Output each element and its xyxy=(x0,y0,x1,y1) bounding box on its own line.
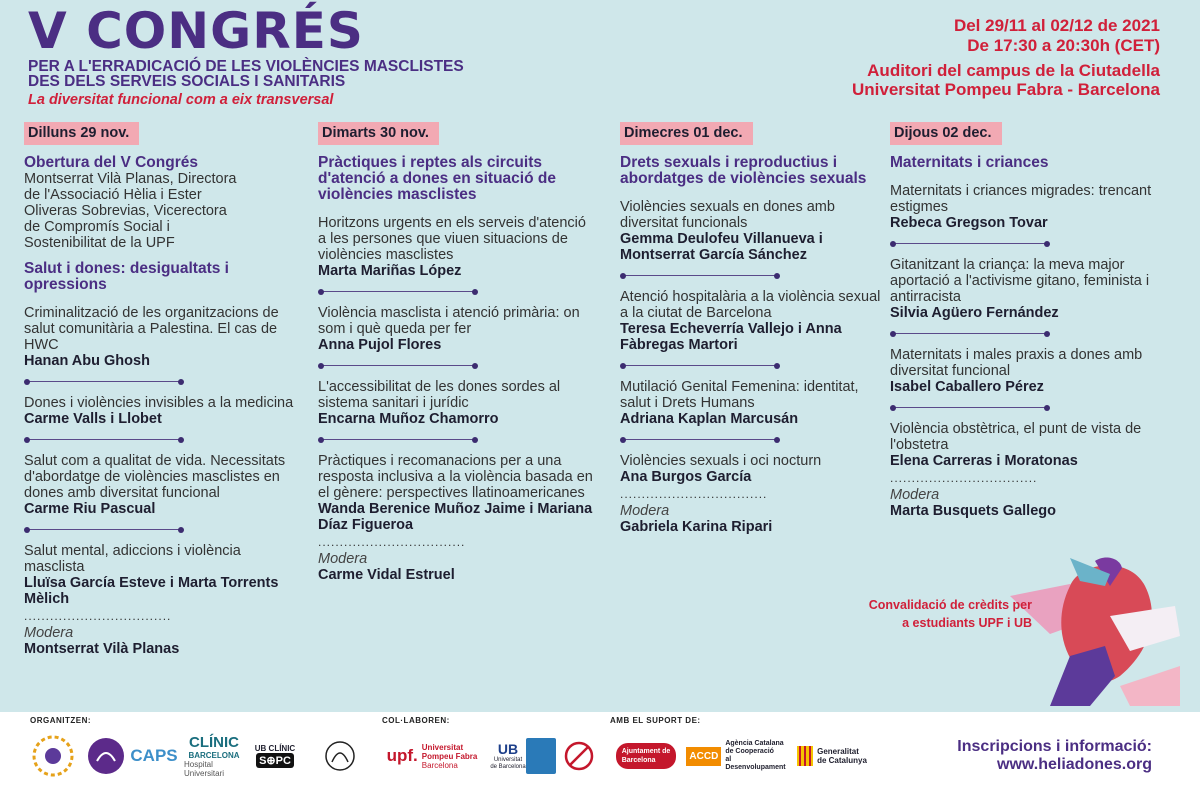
divider-dot xyxy=(178,527,184,533)
talk-title: L'accessibilitat de les dones sordes al sistema sanitari i jurídic xyxy=(318,379,561,411)
divider-dot xyxy=(1044,241,1050,247)
divider-dot xyxy=(620,437,626,443)
talk-title: Pràctiques i recomanacions per a una resposta inclusiva a la violència basada en el gènere: perspectives llatinoamericanes xyxy=(318,453,593,501)
helia-logo xyxy=(28,734,78,778)
divider-dot xyxy=(774,273,780,279)
talk-speakers: Rebeca Gregson Tovar xyxy=(890,215,1048,231)
divider-dot xyxy=(318,363,324,369)
hand-light-pink xyxy=(1120,666,1180,706)
dove-logo xyxy=(524,734,558,778)
talk-speakers: Marta Mariñas López xyxy=(318,263,462,279)
session-title: Drets sexuals i reproductius i abordatges de violències sexuals xyxy=(620,154,867,187)
event-venue: Auditori del campus de la Ciutadella xyxy=(867,61,1160,80)
ub-logo: UB Universitat de Barcelona xyxy=(490,741,526,770)
moderator-divider: .................................. xyxy=(24,609,172,623)
talk-item xyxy=(24,543,294,607)
divider-dot xyxy=(318,289,324,295)
congress-subtitle-line1: PER A L'ERRADICACIÓ DE LES VIOLÈNCIES MASCLISTES xyxy=(28,58,464,75)
day-label: Dimarts 30 nov. xyxy=(318,122,439,145)
congress-tagline: La diversitat funcional com a eix transversal xyxy=(28,92,334,108)
talk-speakers: Anna Pujol Flores xyxy=(318,337,442,353)
event-dates: Del 29/11 al 02/12 de 2021 xyxy=(953,16,1160,35)
day-label: Dimecres 01 dec. xyxy=(620,122,753,145)
section-divider xyxy=(318,357,478,375)
moderator-divider: .................................. xyxy=(620,487,768,501)
divider-dot xyxy=(774,437,780,443)
day-column-monday xyxy=(24,122,294,657)
divider-dot xyxy=(774,363,780,369)
opening-speakers xyxy=(24,171,294,251)
talk-item xyxy=(890,183,1160,231)
talk-title: Mutilació Genital Femenina: identitat, salut i Drets Humans xyxy=(620,379,859,411)
credits-line2: a estudiants UPF i UB xyxy=(902,616,1032,630)
divider-dot xyxy=(472,289,478,295)
congress-subtitle-line2: DES DELS SERVEIS SOCIALS I SANITARIS xyxy=(28,73,346,90)
registration-url[interactable]: www.heliadones.org xyxy=(997,756,1152,773)
talk-speakers: Carme Riu Pascual xyxy=(24,501,156,517)
support-label: AMB EL SUPORT DE: xyxy=(610,716,701,725)
feminist-group-logo xyxy=(318,734,362,778)
talk-title: Violència obstètrica, el punt de vista de l'obstetra xyxy=(890,421,1142,453)
talk-title: Salut mental, adiccions i violència masclista xyxy=(24,543,241,575)
section-divider xyxy=(620,267,780,285)
session-title: Salut i dones: desigualtats i opressions xyxy=(24,260,229,293)
divider-dot xyxy=(890,331,896,337)
talk-title: Dones i violències invisibles a la medicina xyxy=(24,395,294,411)
divider-dot xyxy=(178,437,184,443)
talk-title: Violències sexuals i oci nocturn xyxy=(620,453,822,469)
talk-item xyxy=(318,379,593,427)
opening-line: de l'Associació Hèlia i Ester xyxy=(24,187,202,203)
talk-speakers: Silvia Agüero Fernández xyxy=(890,305,1059,321)
talk-item xyxy=(24,453,294,517)
clinic-logo: CLÍNIC BARCELONA Hospital Universitari xyxy=(184,734,240,778)
talk-item xyxy=(24,395,294,427)
divider-dot xyxy=(472,437,478,443)
talk-speakers: Hanan Abu Ghosh xyxy=(24,353,150,369)
session-title: Pràctiques i reptes als circuits d'atenció a dones en situació de violències masclistes xyxy=(318,154,556,203)
caps-logo: CAPS xyxy=(130,746,178,765)
collaborators-label: COL·LABOREN: xyxy=(382,716,450,725)
section-divider xyxy=(620,431,780,449)
divider-dot xyxy=(318,437,324,443)
section-divider xyxy=(318,283,478,301)
upf-logo: upf. Universitat Pompeu Fabra Barcelona xyxy=(386,742,478,770)
section-divider xyxy=(620,357,780,375)
moderator-label: Modera xyxy=(620,503,670,519)
talk-item xyxy=(318,453,593,533)
opening-line: Oliveras Sobrevias, Vicerectora xyxy=(24,203,227,219)
talk-item xyxy=(318,215,593,279)
talk-speakers: Adriana Kaplan Marcusán xyxy=(620,411,799,427)
talk-speakers: Ana Burgos García xyxy=(620,469,752,485)
talk-speakers: Encarna Muñoz Chamorro xyxy=(318,411,499,427)
event-university: Universitat Pompeu Fabra - Barcelona xyxy=(852,80,1160,99)
talk-speakers: Lluïsa García Esteve i Marta Torrents Mèlich xyxy=(24,575,279,607)
talk-speakers: Gemma Deulofeu Villanueva i Montserrat García Sánchez xyxy=(620,231,823,263)
opening-line: Sostenibilitat de la UPF xyxy=(24,235,175,251)
hand-purple xyxy=(1050,646,1115,706)
divider-dot xyxy=(620,363,626,369)
generalitat-logo: Generalitat de Catalunya xyxy=(792,734,872,778)
talk-speakers: Carme Valls i Llobet xyxy=(24,411,162,427)
moderator-name: Carme Vidal Estruel xyxy=(318,567,455,583)
talk-speakers: Teresa Echeverría Vallejo i Anna Fàbregas Martori xyxy=(620,321,842,353)
organizers-label: ORGANITZEN: xyxy=(30,716,92,725)
day-column-wednesday xyxy=(620,122,890,535)
section-divider xyxy=(890,235,1050,253)
ajuntament-logo: Ajuntament de Barcelona xyxy=(612,734,680,778)
credits-notice xyxy=(822,596,1032,632)
divider-dot xyxy=(1044,405,1050,411)
talk-item xyxy=(890,421,1160,469)
section-divider xyxy=(24,521,184,539)
association-logo xyxy=(86,734,126,778)
moderator-name: Gabriela Karina Ripari xyxy=(620,519,773,535)
talk-item xyxy=(890,257,1160,321)
day-column-thursday xyxy=(890,122,1160,519)
talk-speakers: Isabel Caballero Pérez xyxy=(890,379,1044,395)
moderator-name: Marta Busquets Gallego xyxy=(890,503,1056,519)
divider-dot xyxy=(620,273,626,279)
talk-title: Violència masclista i atenció primària: on som i què queda per fer xyxy=(318,305,580,337)
talk-speakers: Elena Carreras i Moratonas xyxy=(890,453,1078,469)
talk-speakers: Wanda Berenice Muñoz Jaime i Mariana Díaz Figueroa xyxy=(318,501,593,533)
moderator-divider: .................................. xyxy=(890,471,1038,485)
talk-title: Maternitats i criances migrades: trencant estigmes xyxy=(890,183,1152,215)
divider-dot xyxy=(24,527,30,533)
section-divider xyxy=(890,399,1050,417)
talk-title: Salut com a qualitat de vida. Necessitats d'abordatge de violències masclistes en dones amb diversitat funcional xyxy=(24,453,286,501)
day-label: Dilluns 29 nov. xyxy=(24,122,139,145)
credits-line1: Convalidació de crèdits per xyxy=(868,598,1032,612)
accd-logo: ACCD Agència Catalana de Cooperació al Desenvolupament xyxy=(690,734,782,778)
talk-title: Maternitats i males praxis a dones amb diversitat funcional xyxy=(890,347,1143,379)
talk-title: Gitanitzant la criança: la meva major aportació a l'activisme gitano, feminista i antirracista xyxy=(890,257,1150,305)
section-divider xyxy=(24,431,184,449)
talk-item xyxy=(318,305,593,353)
talk-item xyxy=(620,199,890,263)
divider-dot xyxy=(1044,331,1050,337)
moderator-divider: .................................. xyxy=(318,535,466,549)
talk-title: Atenció hospitalària a la violència sexual a la ciutat de Barcelona xyxy=(620,289,881,321)
event-hours: De 17:30 a 20:30h (CET) xyxy=(967,36,1160,55)
section-divider xyxy=(318,431,478,449)
section-divider xyxy=(890,325,1050,343)
divider-dot xyxy=(890,405,896,411)
divider-dot xyxy=(472,363,478,369)
registration-label: Inscripcions i informació: xyxy=(957,738,1152,755)
talk-item xyxy=(890,347,1160,395)
opening-line: de Compromís Social i xyxy=(24,219,170,235)
talk-item xyxy=(620,289,890,353)
divider-dot xyxy=(178,379,184,385)
no-violence-logo xyxy=(562,734,596,778)
section-divider xyxy=(24,373,184,391)
day-label: Dijous 02 dec. xyxy=(890,122,1002,145)
talk-item xyxy=(620,379,890,427)
talk-title: Horitzons urgents en els serveis d'atenció a les persones que viuen situacions de violències masclistes xyxy=(318,215,586,263)
moderator-label: Modera xyxy=(890,487,940,503)
heart-hands-illustration xyxy=(1010,556,1180,708)
moderator-label: Modera xyxy=(24,625,74,641)
congress-title: V CONGRÉS xyxy=(28,2,364,60)
opening-title: Obertura del V Congrés xyxy=(24,154,198,171)
divider-dot xyxy=(24,437,30,443)
talk-item xyxy=(620,453,890,485)
divider-dot xyxy=(890,241,896,247)
opening-line: Montserrat Vilà Planas, Directora xyxy=(24,171,237,187)
moderator-name: Montserrat Vilà Planas xyxy=(24,641,180,657)
divider-dot xyxy=(24,379,30,385)
talk-item xyxy=(24,305,294,369)
moderator-label: Modera xyxy=(318,551,368,567)
talk-title: Criminalització de les organitzacions de salut comunitària a Palestina. El cas de HWC xyxy=(24,305,279,353)
session-title: Maternitats i criances xyxy=(890,154,1049,171)
talk-title: Violències sexuals en dones amb diversitat funcionals xyxy=(620,199,835,231)
ub-clinic-logo: UB CLÍNIC S⊕PC xyxy=(254,744,296,767)
day-column-tuesday xyxy=(318,122,593,583)
